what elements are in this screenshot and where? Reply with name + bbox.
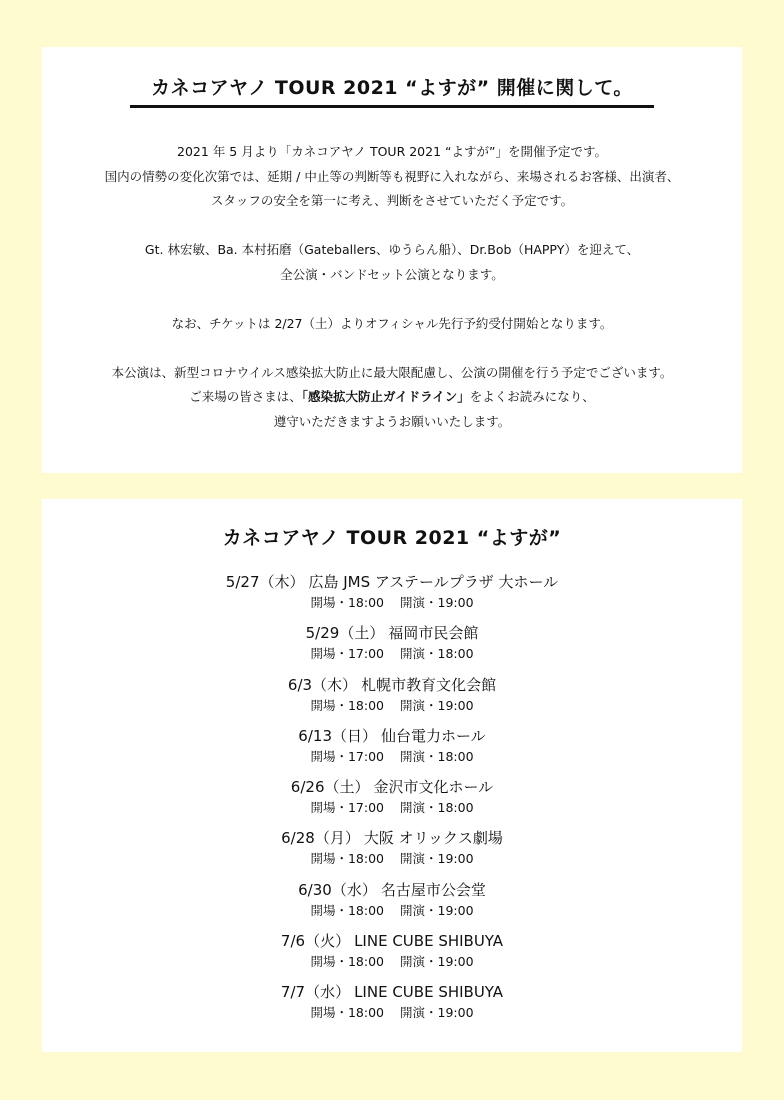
door-time: 開場・18:00 xyxy=(310,902,384,918)
show-venue: 福岡市民会館 xyxy=(388,624,479,643)
door-time: 開場・17:00 xyxy=(310,748,384,764)
notice-paragraph-tickets xyxy=(42,312,742,337)
tour-date-item xyxy=(42,827,742,878)
tour-date-item xyxy=(42,879,742,930)
show-date: 5/27（木） xyxy=(225,573,305,591)
show-date: 6/3（木） xyxy=(287,675,358,694)
notice-line: 遵守いただきますようお願いいたします。 xyxy=(273,413,511,429)
notice-line: 国内の情勢の変化次第では、延期 / 中止等の判断等も視野に入れながら、来場されるお客様、出演者、 xyxy=(104,168,680,184)
notice-line: なお、チケットは 2/27（土）よりオフィシャル先行予約受付開始となります。 xyxy=(171,315,613,331)
start-time: 開演・19:00 xyxy=(400,1005,474,1021)
door-time: 開場・18:00 xyxy=(310,697,384,713)
notice-line: 2021 年 5 月より「カネコアヤノ TOUR 2021 “よすが”」を開催予定です。 xyxy=(177,144,607,159)
tour-panel xyxy=(42,499,742,1052)
tour-date-item xyxy=(42,981,742,1032)
show-date: 7/6（火） xyxy=(280,932,351,951)
tour-date-item xyxy=(42,674,742,725)
door-time: 開場・18:00 xyxy=(310,851,384,867)
start-time: 開演・19:00 xyxy=(400,902,474,918)
show-date: 6/28（月） xyxy=(281,829,360,848)
tour-title: カネコアヤノ TOUR 2021 “よすが” xyxy=(222,527,562,549)
notice-text: をよくお読みになり、 xyxy=(469,389,595,404)
title-underline xyxy=(130,105,654,108)
door-time: 開場・17:00 xyxy=(310,646,384,662)
notice-line: 全公演・バンドセット公演となります。 xyxy=(280,266,504,282)
tour-date-list xyxy=(42,571,742,1033)
notice-text: ご来場の皆さまは、 xyxy=(189,389,302,404)
guideline-link[interactable]: 「感染拡大防止ガイドライン」 xyxy=(301,389,470,404)
notice-body xyxy=(42,140,742,434)
start-time: 開演・19:00 xyxy=(400,851,474,867)
notice-panel xyxy=(42,47,742,473)
start-time: 開演・19:00 xyxy=(400,595,474,610)
notice-paragraph-schedule xyxy=(42,140,742,214)
start-time: 開演・19:00 xyxy=(400,954,474,970)
tour-date-item xyxy=(42,622,742,673)
tour-date-item xyxy=(42,776,742,827)
notice-title: カネコアヤノ TOUR 2021 “よすが” 開催に関して。 xyxy=(151,77,633,99)
tour-date-item xyxy=(42,725,742,776)
show-venue: 仙台電力ホール xyxy=(380,726,486,745)
tour-date-item xyxy=(42,571,742,622)
door-time: 開場・18:00 xyxy=(310,595,384,610)
door-time: 開場・18:00 xyxy=(310,1005,384,1021)
show-venue: LINE CUBE SHIBUYA xyxy=(354,983,504,1002)
show-venue: 大阪 オリックス劇場 xyxy=(363,829,503,848)
notice-line: Gt. 林宏敏、Ba. 本村拓磨（Gateballers、ゆうらん船）、Dr.Bob（HAPPY）を迎えて、 xyxy=(144,242,640,257)
notice-line xyxy=(42,385,742,410)
start-time: 開演・19:00 xyxy=(400,697,474,713)
show-date: 6/30（水） xyxy=(298,880,377,899)
start-time: 開演・18:00 xyxy=(400,646,474,662)
door-time: 開場・18:00 xyxy=(310,954,384,970)
show-venue: 広島 JMS アステールプラザ 大ホール xyxy=(308,573,559,591)
notice-paragraph-safety xyxy=(42,361,742,435)
show-date: 7/7（水） xyxy=(280,983,351,1002)
start-time: 開演・18:00 xyxy=(400,748,474,764)
show-date: 6/13（日） xyxy=(298,726,377,745)
show-date: 6/26（土） xyxy=(290,778,370,797)
show-venue: LINE CUBE SHIBUYA xyxy=(354,932,504,951)
start-time: 開演・18:00 xyxy=(400,800,474,816)
door-time: 開場・17:00 xyxy=(310,800,384,816)
notice-line: 本公演は、新型コロナウイルス感染拡大防止に最大限配慮し、公演の開催を行う予定でございます。 xyxy=(111,364,673,380)
notice-paragraph-band xyxy=(42,238,742,287)
notice-line: スタッフの安全を第一に考え、判断をさせていただく予定です。 xyxy=(210,193,574,208)
show-venue: 金沢市文化ホール xyxy=(373,778,494,797)
show-venue: 名古屋市公会堂 xyxy=(380,880,486,899)
show-venue: 札幌市教育文化会館 xyxy=(361,675,497,694)
show-date: 5/29（土） xyxy=(305,624,385,643)
tour-date-item xyxy=(42,930,742,981)
